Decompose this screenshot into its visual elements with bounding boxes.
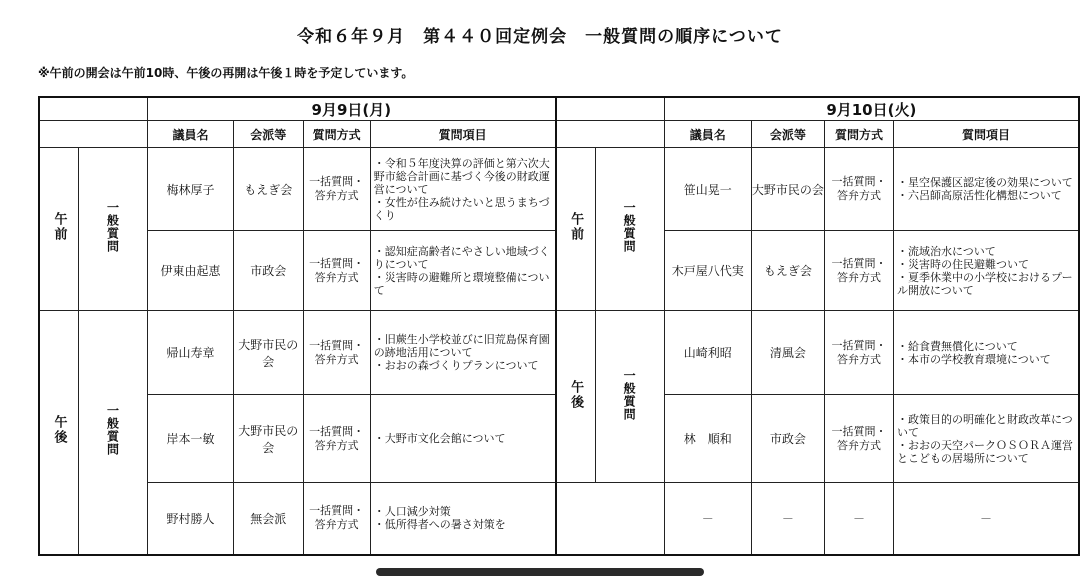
member-group: 市政会 xyxy=(751,395,824,483)
member-name: 林 順和 xyxy=(664,395,751,483)
header-method: 質問方式 xyxy=(303,121,370,148)
session-type-2: 一般質問 xyxy=(595,311,664,483)
question-items: ・旧蕨生小学校並びに旧荒島保育園の跡地活用について ・おおの森づくりプランについて xyxy=(370,311,555,395)
corner-cell xyxy=(39,97,148,121)
question-method: 一括質問・ 答弁方式 xyxy=(303,231,370,311)
member-group: 清風会 xyxy=(751,311,824,395)
member-name: 岸本一敏 xyxy=(148,395,234,483)
question-items: ・認知症高齢者にやさしい地域づくりについて ・災害時の避難所と環境整備について xyxy=(370,231,555,311)
member-group: － xyxy=(751,483,824,555)
period-morning: 午前 xyxy=(39,148,79,311)
member-group: 大野市民の会 xyxy=(751,148,824,231)
question-items: ・令和５年度決算の評価と第六次大野市総合計画に基づく今後の財政運営について ・女性が住み続けたいと思うまちづくり xyxy=(370,148,555,231)
member-name: 野村勝人 xyxy=(148,483,234,555)
question-items: ・人口減少対策 ・低所得者への暑さ対策を xyxy=(370,483,555,555)
horizontal-scrollbar[interactable] xyxy=(376,568,704,576)
header-items-2: 質問項目 xyxy=(893,121,1079,148)
table-row xyxy=(39,483,1079,555)
member-name: 伊東由起恵 xyxy=(148,231,234,311)
member-group: 無会派 xyxy=(233,483,303,555)
session-type: 一般質問 xyxy=(79,311,148,555)
date-row xyxy=(39,97,1079,121)
member-name: － xyxy=(664,483,751,555)
question-items: － xyxy=(893,483,1079,555)
question-items: ・政策目的の明確化と財政改革について ・おおの天空パークＯＳＯＲＡ運営とこどもの居場所について xyxy=(893,395,1079,483)
empty-period-cell xyxy=(556,483,665,555)
member-group: 大野市民の会 xyxy=(233,311,303,395)
question-method: 一括質問・ 答弁方式 xyxy=(825,395,894,483)
header-group: 会派等 xyxy=(233,121,303,148)
session-type-2: 一般質問 xyxy=(595,148,664,311)
member-group: 大野市民の会 xyxy=(233,395,303,483)
header-blank-2 xyxy=(556,121,665,148)
day2-date: 9月10日(火) xyxy=(664,97,1079,121)
member-name: 笹山晃一 xyxy=(664,148,751,231)
question-items: ・星空保護区認定後の効果について ・六呂師高原活性化構想について xyxy=(893,148,1079,231)
schedule-table xyxy=(38,96,1080,556)
header-group-2: 会派等 xyxy=(751,121,824,148)
page-title: 令和６年９月 第４４０回定例会 一般質問の順序について xyxy=(297,27,783,47)
question-method: 一括質問・ 答弁方式 xyxy=(303,148,370,231)
question-method: 一括質問・ 答弁方式 xyxy=(825,311,894,395)
table-row xyxy=(39,148,1079,231)
table-row xyxy=(39,311,1079,395)
question-method: 一括質問・ 答弁方式 xyxy=(303,395,370,483)
header-name-2: 議員名 xyxy=(664,121,751,148)
header-blank xyxy=(39,121,148,148)
question-method: 一括質問・ 答弁方式 xyxy=(303,311,370,395)
corner-cell-2 xyxy=(556,97,665,121)
period-afternoon: 午後 xyxy=(39,311,79,555)
member-name: 山崎利昭 xyxy=(664,311,751,395)
header-items: 質問項目 xyxy=(370,121,555,148)
member-name: 木戸屋八代実 xyxy=(664,231,751,311)
question-items: ・流域治水について ・災害時の住民避難ついて ・夏季休業中の小学校におけるプール開放について xyxy=(893,231,1079,311)
schedule-note: ※午前の開会は午前10時、午後の再開は午後１時を予定しています。 xyxy=(38,66,414,80)
member-name: 帰山寿章 xyxy=(148,311,234,395)
question-method: 一括質問・ 答弁方式 xyxy=(825,148,894,231)
period-morning-2: 午前 xyxy=(556,148,596,311)
question-method: 一括質問・ 答弁方式 xyxy=(825,231,894,311)
period-afternoon-2: 午後 xyxy=(556,311,596,483)
header-method-2: 質問方式 xyxy=(825,121,894,148)
question-method: 一括質問・ 答弁方式 xyxy=(303,483,370,555)
header-name: 議員名 xyxy=(148,121,234,148)
member-group: 市政会 xyxy=(233,231,303,311)
question-items: ・給食費無償化について ・本市の学校教育環境について xyxy=(893,311,1079,395)
day1-date: 9月9日(月) xyxy=(148,97,556,121)
question-items: ・大野市文化会館について xyxy=(370,395,555,483)
session-type: 一般質問 xyxy=(79,148,148,311)
member-group: もえぎ会 xyxy=(751,231,824,311)
member-name: 梅林厚子 xyxy=(148,148,234,231)
question-method: － xyxy=(825,483,894,555)
header-row xyxy=(39,121,1079,148)
member-group: もえぎ会 xyxy=(233,148,303,231)
